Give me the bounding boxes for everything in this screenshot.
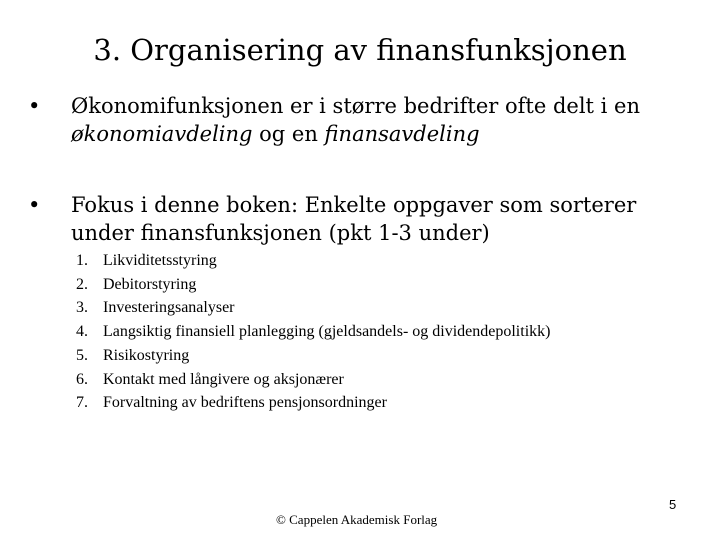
list-item-label: Risikostyring — [103, 346, 190, 364]
bullet-emphasis: finansavdeling — [324, 122, 480, 146]
page-number: 5 — [669, 497, 677, 512]
list-item-number: 2. — [76, 275, 88, 293]
list-item — [76, 273, 550, 297]
list-item-label: Forvaltning av bedriftens pensjonsordninger — [103, 394, 387, 412]
bullet-text: Fokus i denne boken: Enkelte oppgaver som sorterer under finansfunksjonen (pkt 1-3 under) — [71, 193, 637, 245]
numbered-list — [76, 249, 550, 415]
bullet-emphasis: økonomiavdeling — [71, 122, 253, 146]
list-item-number: 3. — [76, 299, 88, 317]
list-item — [76, 391, 550, 415]
slide-title: 3. Organisering av finansfunksjonen — [93, 33, 627, 67]
bullet-point — [28, 92, 698, 148]
bullet-icon: • — [28, 193, 41, 217]
list-item-label: Kontakt med långivere og aksjonærer — [103, 370, 344, 388]
list-item-number: 6. — [76, 370, 88, 388]
list-item-number: 1. — [76, 252, 88, 269]
list-item — [76, 344, 550, 368]
bullet-text-part: og en — [252, 122, 325, 146]
list-item-label: Likviditetsstyring — [103, 252, 217, 269]
list-item — [76, 320, 550, 344]
bullet-text — [71, 92, 698, 148]
list-item-number: 5. — [76, 346, 88, 364]
list-item-label: Debitorstyring — [103, 275, 197, 293]
list-item-label: Investeringsanalyser — [103, 299, 235, 317]
bullet-point — [28, 191, 698, 247]
list-item-number: 7. — [76, 394, 88, 412]
list-item — [76, 249, 550, 273]
list-item — [76, 296, 550, 320]
bullet-text-part: Økonomifunksjonen er i større bedrifter ofte delt i en — [71, 94, 641, 118]
bullet-icon: • — [28, 94, 41, 118]
footer-copyright: © Cappelen Akademisk Forlag — [276, 512, 438, 527]
list-item-label: Langsiktig finansiell planlegging (gjeldsandels- og dividendepolitikk) — [103, 323, 551, 341]
list-item — [76, 368, 550, 392]
list-item-number: 4. — [76, 323, 88, 341]
